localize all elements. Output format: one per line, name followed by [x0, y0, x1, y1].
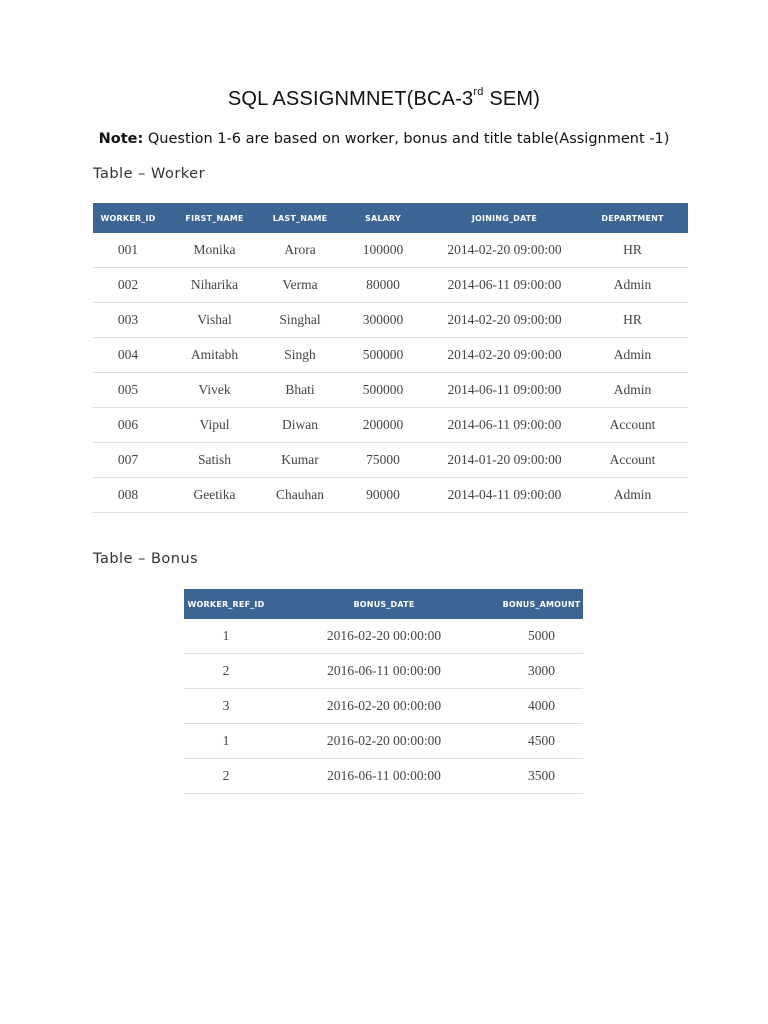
table-cell: Amitabh	[163, 338, 266, 373]
table-cell: 4500	[500, 724, 583, 759]
note-label: Note:	[98, 131, 144, 147]
bonus-table-heading: Table – Bonus	[93, 551, 199, 567]
column-header: BONUS_AMOUNT	[500, 589, 583, 619]
table-cell: 80000	[334, 268, 432, 303]
table-cell: 2016-02-20 00:00:00	[268, 619, 500, 654]
table-cell: Vipul	[163, 408, 266, 443]
column-header: BONUS_DATE	[268, 589, 500, 619]
table-row	[93, 338, 688, 373]
column-header: WORKER_REF_ID	[184, 589, 268, 619]
table-cell: 005	[93, 373, 163, 408]
table-cell: 1	[184, 724, 268, 759]
column-header: FIRST_NAME	[163, 203, 266, 233]
table-cell: 007	[93, 443, 163, 478]
page-title	[0, 88, 768, 111]
table-cell: 2016-06-11 00:00:00	[268, 654, 500, 689]
table-cell: 200000	[334, 408, 432, 443]
table-cell: HR	[577, 303, 688, 338]
table-row	[93, 443, 688, 478]
table-cell: 2014-02-20 09:00:00	[432, 233, 577, 268]
table-cell: Satish	[163, 443, 266, 478]
table-cell: 3	[184, 689, 268, 724]
table-cell: 2014-06-11 09:00:00	[432, 373, 577, 408]
worker-table	[93, 203, 688, 513]
table-cell: 3500	[500, 759, 583, 794]
table-cell: Singhal	[266, 303, 334, 338]
table-cell: 1	[184, 619, 268, 654]
table-cell: 2014-06-11 09:00:00	[432, 408, 577, 443]
table-cell: 90000	[334, 478, 432, 513]
column-header: DEPARTMENT	[577, 203, 688, 233]
table-cell: 2016-02-20 00:00:00	[268, 689, 500, 724]
table-cell: 500000	[334, 338, 432, 373]
title-superscript: rd	[473, 86, 484, 99]
table-row	[93, 268, 688, 303]
table-cell: Admin	[577, 338, 688, 373]
table-row	[184, 654, 583, 689]
table-cell: Monika	[163, 233, 266, 268]
table-cell: Kumar	[266, 443, 334, 478]
table-row	[184, 759, 583, 794]
table-cell: Admin	[577, 478, 688, 513]
table-cell: 006	[93, 408, 163, 443]
table-cell: 008	[93, 478, 163, 513]
table-header-row	[93, 203, 688, 233]
table-cell: 75000	[334, 443, 432, 478]
table-cell: Account	[577, 408, 688, 443]
table-row	[184, 689, 583, 724]
worker-table-heading: Table – Worker	[93, 166, 206, 182]
bonus-table	[184, 589, 583, 794]
table-cell: Chauhan	[266, 478, 334, 513]
table-cell: 001	[93, 233, 163, 268]
table-cell: HR	[577, 233, 688, 268]
table-cell: 2	[184, 759, 268, 794]
title-main: SQL ASSIGNMNET(BCA-3	[227, 88, 474, 110]
table-row	[184, 724, 583, 759]
table-cell: 002	[93, 268, 163, 303]
table-cell: Diwan	[266, 408, 334, 443]
table-header-row	[184, 589, 583, 619]
column-header: JOINING_DATE	[432, 203, 577, 233]
table-cell: 5000	[500, 619, 583, 654]
table-cell: 4000	[500, 689, 583, 724]
table-cell: Arora	[266, 233, 334, 268]
table-cell: 500000	[334, 373, 432, 408]
table-row	[93, 373, 688, 408]
table-row	[93, 233, 688, 268]
table-cell: Admin	[577, 268, 688, 303]
table-cell: 2016-06-11 00:00:00	[268, 759, 500, 794]
table-row	[93, 408, 688, 443]
table-cell: Singh	[266, 338, 334, 373]
table-row	[93, 303, 688, 338]
note-line	[0, 131, 768, 147]
table-cell: Admin	[577, 373, 688, 408]
table-cell: 2014-04-11 09:00:00	[432, 478, 577, 513]
table-cell: 003	[93, 303, 163, 338]
table-cell: Vivek	[163, 373, 266, 408]
note-text: Question 1-6 are based on worker, bonus and title table(Assignment -1)	[143, 131, 670, 147]
column-header: LAST_NAME	[266, 203, 334, 233]
table-cell: 2014-02-20 09:00:00	[432, 338, 577, 373]
table-cell: Niharika	[163, 268, 266, 303]
table-cell: 2016-02-20 00:00:00	[268, 724, 500, 759]
table-cell: 2	[184, 654, 268, 689]
table-cell: 300000	[334, 303, 432, 338]
table-cell: 100000	[334, 233, 432, 268]
title-tail: SEM)	[483, 88, 541, 110]
column-header: SALARY	[334, 203, 432, 233]
table-cell: Account	[577, 443, 688, 478]
table-cell: 2014-06-11 09:00:00	[432, 268, 577, 303]
table-cell: Verma	[266, 268, 334, 303]
table-cell: Bhati	[266, 373, 334, 408]
table-cell: 2014-02-20 09:00:00	[432, 303, 577, 338]
table-cell: 004	[93, 338, 163, 373]
table-cell: 2014-01-20 09:00:00	[432, 443, 577, 478]
column-header: WORKER_ID	[93, 203, 163, 233]
table-cell: 3000	[500, 654, 583, 689]
table-row	[184, 619, 583, 654]
table-row	[93, 478, 688, 513]
table-cell: Geetika	[163, 478, 266, 513]
table-cell: Vishal	[163, 303, 266, 338]
